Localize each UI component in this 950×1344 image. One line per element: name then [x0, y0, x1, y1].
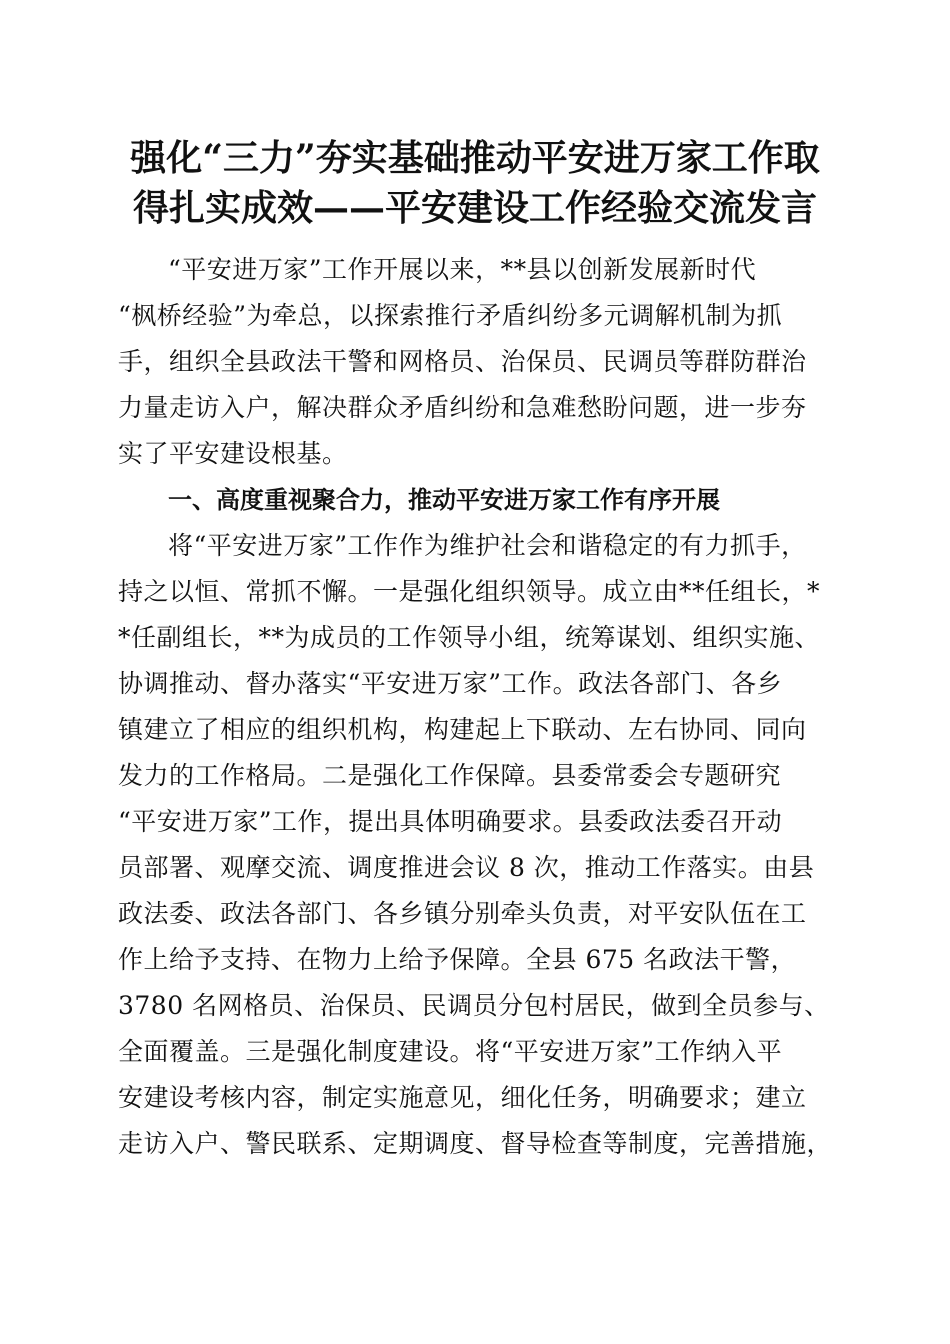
intro-line-2: “枫桥经验”为牵总，以探索推行矛盾纠纷多元调解机制为抓	[118, 301, 783, 330]
intro-line-3: 手，组织全县政法干警和网格员、治保员、民调员等群防群治	[118, 347, 807, 376]
section1-line-5: 镇建立了相应的组织机构，构建起上下联动、左右协同、同向	[118, 715, 807, 744]
section-heading-1: 一、高度重视聚合力，推动平安进万家工作有序开展	[168, 486, 720, 514]
intro-line-5: 实了平安建设根基。	[118, 439, 348, 468]
section1-line-10: 作上给予支持、在物力上给予保障。全县 675 名政法干警，	[118, 945, 797, 974]
section1-line-2: 持之以恒、常抓不懈。一是强化组织领导。成立由**任组长，*	[118, 577, 821, 606]
intro-line-4: 力量走访入户，解决群众矛盾纠纷和急难愁盼问题，进一步夯	[118, 393, 807, 422]
section1-line-3: *任副组长，**为成员的工作领导小组，统筹谋划、组织实施、	[118, 623, 821, 652]
section1-line-14: 走访入户、警民联系、定期调度、督导检查等制度，完善措施，	[118, 1129, 833, 1158]
intro-line-1: “平安进万家”工作开展以来，**县以创新发展新时代	[168, 255, 757, 284]
section1-line-9: 政法委、政法各部门、各乡镇分别牵头负责，对平安队伍在工	[118, 899, 807, 928]
section1-line-8: 员部署、观摩交流、调度推进会议 8 次，推动工作落实。由县	[118, 853, 815, 882]
section1-line-6: 发力的工作格局。二是强化工作保障。县委常委会专题研究	[118, 761, 782, 790]
document-title-line-1: 强化“三力”夯实基础推动平安进万家工作取	[130, 137, 820, 179]
section1-line-7: “平安进万家”工作，提出具体明确要求。县委政法委召开动	[118, 807, 783, 836]
section1-line-1: 将“平安进万家”工作作为维护社会和谐稳定的有力抓手，	[168, 531, 807, 560]
section1-line-4: 协调推动、督办落实“平安进万家”工作。政法各部门、各乡	[118, 669, 783, 698]
document-title-line-2: 得扎实成效——平安建设工作经验交流发言	[132, 187, 817, 229]
section1-line-12: 全面覆盖。三是强化制度建设。将“平安进万家”工作纳入平	[118, 1037, 783, 1066]
section1-line-13: 安建设考核内容，制定实施意见，细化任务，明确要求；建立	[118, 1083, 807, 1112]
section1-line-11: 3780 名网格员、治保员、民调员分包村居民，做到全员参与、	[118, 991, 830, 1020]
